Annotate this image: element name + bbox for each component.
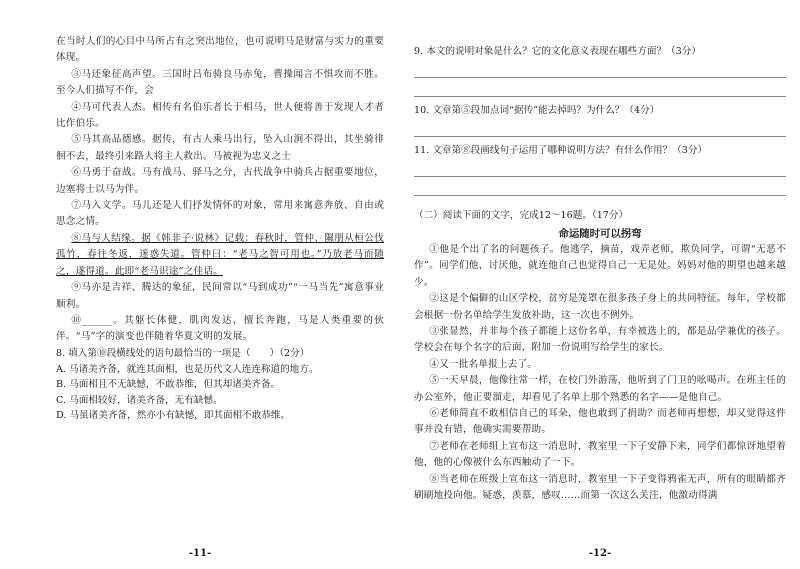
essay-title: 命运随时可以拐弯 [558, 228, 642, 240]
question-10: 10. 文章第⑤段加点词“据传”能去掉吗？为什么？（4分） [414, 105, 660, 116]
page-number: -12- [588, 548, 612, 559]
option-c: C. 马面相较好，诸美齐备，无有缺憾。 [56, 394, 223, 406]
paragraph: ⑦老师在老师组上宣布这一消息时，教室里一下子安静下来，同学们都惊讶地望着他，他的心像被什么东西触动了一下。 [414, 440, 786, 469]
left-column [56, 34, 384, 423]
answer-line[interactable] [414, 158, 786, 177]
paragraph: ⑥马勇于奋战。马有战马、驿马之分，古代战争中骑兵占据重要地位，边塞将士以马为伴。 [56, 167, 384, 195]
answer-line[interactable] [414, 78, 786, 97]
question-11: 11. 文章第⑧段画线句子运用了哪种说明方法？有什么作用？（3分） [414, 145, 708, 156]
paragraph: ②这是个偏僻的山区学校，贫穷是笼罩在很多孩子身上的共同特征。每年，学校都会根据一份名单给学生发放补助，这一次也不例外。 [414, 293, 786, 321]
paragraph: ⑤马其高品德感。据传，有古人乘马出行，坠入山涧不得出，其坐骑徘徊不去，最终引来路人将主人救出。马被视为忠义之士 [56, 134, 384, 162]
paragraph: ⑦马入文学。马儿还是人们抒发情怀的对象，常用来寓意奔放、自由或思念之情。 [56, 200, 384, 228]
answer-line[interactable] [414, 118, 786, 137]
page-number: -11- [188, 548, 212, 559]
paragraph: ⑩______。其躯长体健，肌肉发达，擅长奔跑，马是人类重要的伙伴。“马”字的演变也伴随着华夏文明的发展。 [56, 314, 384, 343]
paragraph: ⑨马亦是吉祥、腾达的象征，民间常以“马到成功”“一马当先”寓意事业顺利。 [56, 282, 384, 310]
option-b: B. 马面相且不无缺憾，不敢恭维，但其却诸美齐备。 [56, 379, 281, 391]
paragraph: ③马还象征高声望。三国时吕布骑良马赤兔，曹操闻言不惧攻而不胜。至今人们描写不作，会 [56, 68, 384, 97]
paragraph: ④马可代表人杰。相传有名伯乐者长于相马，世人便将善于发现人才者比作伯乐。 [56, 101, 384, 130]
right-column [414, 34, 786, 505]
section-header: （二）阅读下面的文字，完成12～16题。（17分） [414, 210, 629, 221]
option-d: D. 马虽诸美齐备，然亦小有缺憾，即其面相不敢恭维。 [56, 409, 291, 421]
paragraph: ⑥老师简直不敢相信自己的耳朵，他也敢到了捐助？而老师再想想，却又觉得这件事并没有错，他确实需要帮助。 [414, 408, 786, 436]
answer-line[interactable] [414, 177, 786, 196]
paragraph: ⑤一天早晨，他像往常一样，在校门外游荡，他听到了门卫的吆喝声。在班主任的办公室外，他正要溜走，却看见了名单上那个熟悉的名字——是他自己。 [414, 375, 786, 403]
paragraph: ①他是个出了名的问题孩子。他逃学，摘苗，戏弄老师，欺负同学，可谓“无恶不作”。同学们他，讨厌他，就连他自己也觉得自己一无是处。妈妈对他的期望也越来越少。 [414, 244, 786, 288]
paragraph-underlined: ⑧马与人结缘。据《韩非子·说林》记载：春秋时，管仲、隰朋从桓公伐孤竹，春往冬返，迷惑失道。管仲曰：“老马之智可用也。”乃放老马而随之，遂得道。此即“老马识途”之佳话。 [56, 232, 384, 277]
option-a: A. 马诸美齐备，就连其面相，也是历代文人连连称道的地方。 [56, 364, 319, 376]
paragraph: ④又一批名单报上去了。 [429, 358, 538, 370]
paragraph: ③张显然，并非每个孩子都能上这份名单，有幸被选上的，都是品学兼优的孩子。学校会在每个名字的后面，附加一份说明写给学生的家长。 [414, 326, 786, 354]
paragraph: ⑧当老师在班级上宣布这一消息时，教室里一下子变得鸦雀无声，所有的眼睛都齐刷刷地投向他。疑惑，羡慕，感叹……而第一次这么关注，他激动得满 [414, 473, 786, 502]
question-9: 9. 本文的说明对象是什么？它的文化意义表现在哪些方面？（3分） [414, 46, 701, 57]
paragraph: 在当时人们的心目中马所占有之突出地位，也可说明马是财富与实力的重要体现。 [56, 36, 384, 64]
question-8: 8. 填入第⑩段横线处的语句最恰当的一项是（ ）（2分） [56, 347, 310, 359]
right-page [400, 0, 800, 569]
answer-line[interactable] [414, 59, 786, 78]
